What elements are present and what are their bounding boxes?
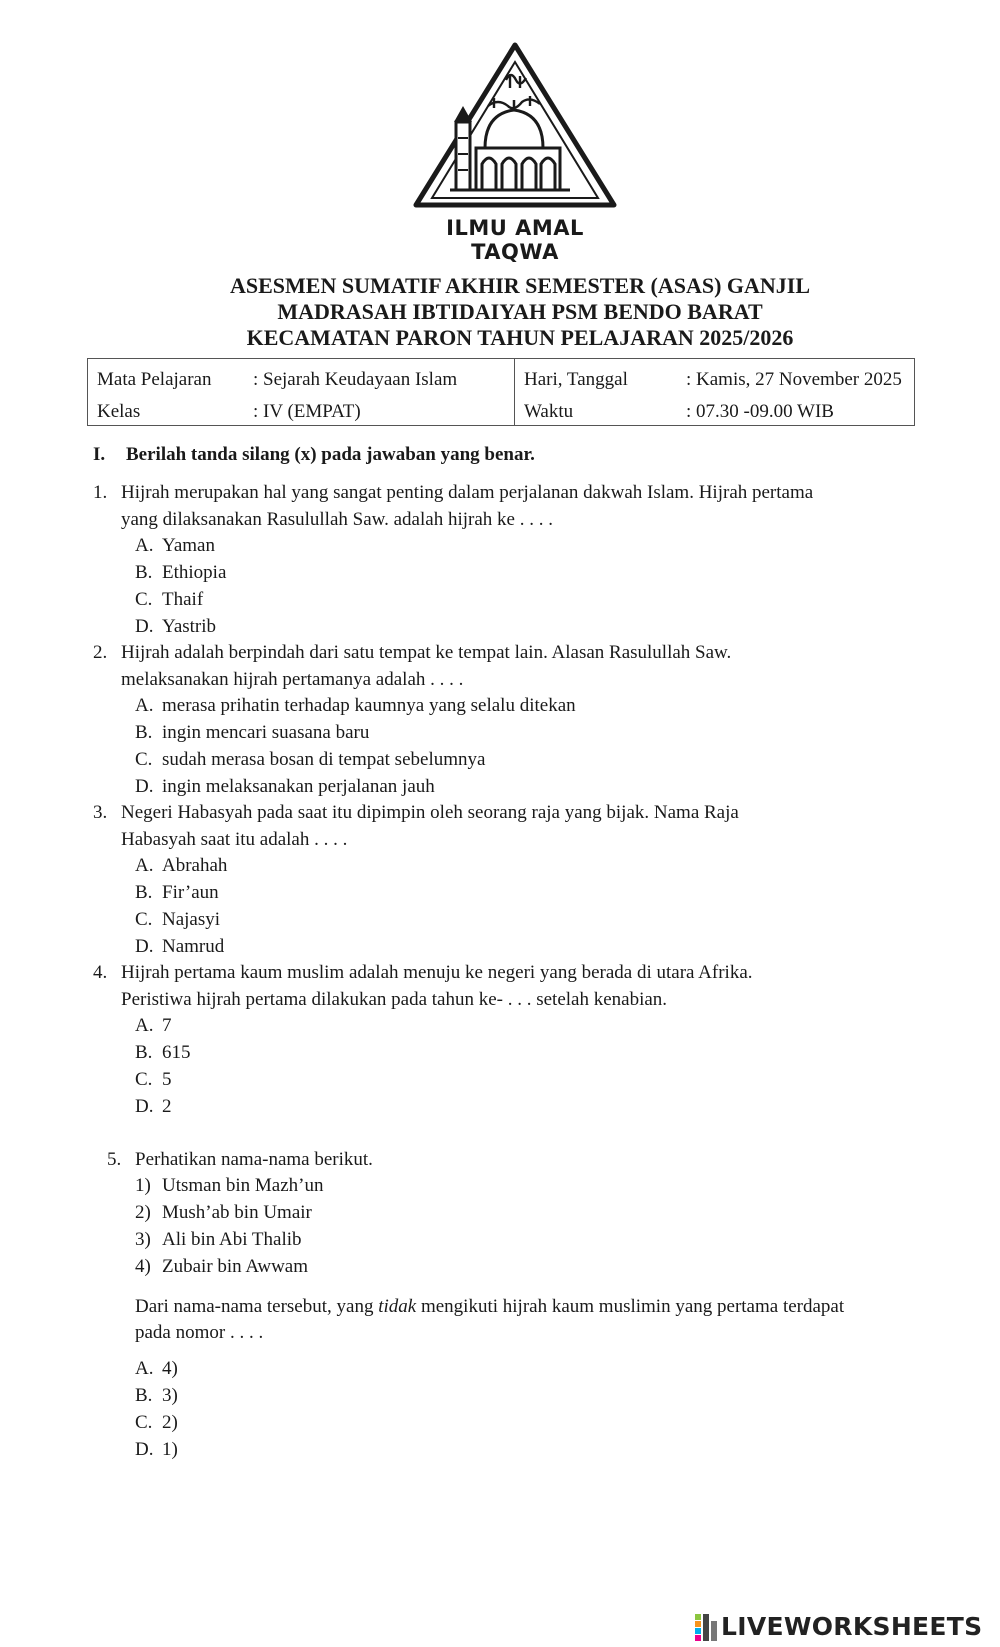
option-text[interactable]: ingin melaksanakan perjalanan jauh	[162, 776, 435, 797]
name-list-item: Utsman bin Mazh’un	[162, 1175, 324, 1196]
option-text[interactable]: Namrud	[162, 936, 225, 957]
option-letter[interactable]: D.	[135, 616, 154, 637]
liveworksheets-logo-icon	[695, 1614, 717, 1642]
option-letter[interactable]: A.	[135, 1358, 154, 1379]
question-number: 5.	[107, 1149, 122, 1170]
mosque-triangle-emblem	[410, 40, 620, 215]
option-letter[interactable]: D.	[135, 1096, 154, 1117]
stem-text: mengikuti hijrah kaum muslimin yang pertama terdapat	[416, 1296, 845, 1317]
option-letter[interactable]: A.	[135, 695, 154, 716]
option-letter[interactable]: D.	[135, 776, 154, 797]
option-letter[interactable]: A.	[135, 855, 154, 876]
date-value: : Kamis, 27 November 2025	[686, 369, 902, 390]
name-list-item: Ali bin Abi Thalib	[162, 1229, 302, 1250]
question-text-line: Habasyah saat itu adalah . . . .	[121, 829, 348, 850]
option-letter[interactable]: C.	[135, 749, 153, 770]
name-list-number: 4)	[135, 1256, 151, 1277]
option-text[interactable]: 5	[162, 1069, 172, 1090]
stem-text: Dari nama-nama tersebut, yang	[135, 1296, 379, 1317]
class-value: : IV (EMPAT)	[253, 401, 361, 422]
question-text-line: Hijrah adalah berpindah dari satu tempat ke tempat lain. Alasan Rasulullah Saw.	[121, 642, 732, 663]
page-title-line-3: KECAMATAN PARON TAHUN PELAJARAN 2025/2026	[246, 325, 794, 350]
table-divider	[514, 359, 515, 425]
option-letter[interactable]: B.	[135, 1385, 153, 1406]
question-stem-line: pada nomor . . . .	[135, 1322, 264, 1343]
option-text[interactable]: 7	[162, 1015, 172, 1036]
option-text[interactable]: ingin mencari suasana baru	[162, 722, 370, 743]
question-text-line: Hijrah merupakan hal yang sangat penting dalam perjalanan dakwah Islam. Hijrah pertama	[121, 482, 814, 503]
option-letter[interactable]: D.	[135, 1439, 154, 1460]
option-text[interactable]: Ethiopia	[162, 562, 227, 583]
option-letter[interactable]: D.	[135, 936, 154, 957]
option-letter[interactable]: C.	[135, 1412, 153, 1433]
name-list-number: 2)	[135, 1202, 151, 1223]
logo-caption: ILMU AMAL TAQWA	[446, 216, 584, 264]
option-letter[interactable]: B.	[135, 722, 153, 743]
option-text[interactable]: 4)	[162, 1358, 178, 1379]
section-number: I.	[93, 444, 106, 465]
option-text[interactable]: Yastrib	[162, 616, 217, 637]
option-letter[interactable]: C.	[135, 909, 153, 930]
name-list-number: 1)	[135, 1175, 151, 1196]
option-text[interactable]: Abrahah	[162, 855, 228, 876]
question-number: 4.	[93, 962, 108, 983]
section-instruction-text: Berilah tanda silang (x) pada jawaban yang benar.	[126, 444, 535, 465]
option-text[interactable]: merasa prihatin terhadap kaumnya yang selalu ditekan	[162, 695, 576, 716]
option-text[interactable]: 2)	[162, 1412, 178, 1433]
option-text[interactable]: Thaif	[162, 589, 204, 610]
option-text[interactable]: 3)	[162, 1385, 178, 1406]
question-number: 1.	[93, 482, 108, 503]
question-intro: Perhatikan nama-nama berikut.	[135, 1149, 373, 1170]
option-letter[interactable]: B.	[135, 1042, 153, 1063]
subject-label: Mata Pelajaran	[97, 369, 212, 390]
question-number: 3.	[93, 802, 108, 823]
page-title-line-1: ASESMEN SUMATIF AKHIR SEMESTER (ASAS) GANJIL	[229, 273, 811, 298]
option-letter[interactable]: A.	[135, 535, 154, 556]
watermark-text: LIVEWORKSHEETS	[721, 1612, 983, 1641]
page-title-line-2: MADRASAH IBTIDAIYAH PSM BENDO BARAT	[277, 299, 763, 324]
option-letter[interactable]: B.	[135, 562, 153, 583]
section-instruction	[93, 444, 535, 466]
name-list-item: Mush’ab bin Umair	[162, 1202, 312, 1223]
name-list-number: 3)	[135, 1229, 151, 1250]
option-text[interactable]: 615	[162, 1042, 191, 1063]
option-text[interactable]: Yaman	[162, 535, 215, 556]
question-text-line: yang dilaksanakan Rasulullah Saw. adalah hijrah ke . . . .	[121, 509, 553, 530]
option-text[interactable]: 1)	[162, 1439, 178, 1460]
time-value: : 07.30 -09.00 WIB	[686, 401, 834, 422]
subject-value: : Sejarah Keudayaan Islam	[253, 369, 458, 390]
option-letter[interactable]: C.	[135, 589, 153, 610]
option-text[interactable]: sudah merasa bosan di tempat sebelumnya	[162, 749, 486, 770]
question-number: 2.	[93, 642, 108, 663]
option-letter[interactable]: B.	[135, 882, 153, 903]
question-text-line: Peristiwa hijrah pertama dilakukan pada tahun ke- . . . setelah kenabian.	[121, 989, 668, 1010]
school-logo	[410, 40, 620, 264]
question-text-line: Negeri Habasyah pada saat itu dipimpin oleh seorang raja yang bijak. Nama Raja	[121, 802, 739, 823]
time-label: Waktu	[524, 401, 574, 422]
option-text[interactable]: 2	[162, 1096, 172, 1117]
date-label: Hari, Tanggal	[524, 369, 628, 390]
question-text-line: melaksanakan hijrah pertamanya adalah . . . .	[121, 669, 464, 690]
liveworksheets-watermark	[695, 1612, 995, 1642]
option-text[interactable]: Najasyi	[162, 909, 221, 930]
stem-emphasis: tidak	[378, 1296, 417, 1317]
question-text-line: Hijrah pertama kaum muslim adalah menuju ke negeri yang berada di utara Afrika.	[121, 962, 753, 983]
question-stem-line	[135, 1296, 844, 1318]
option-letter[interactable]: C.	[135, 1069, 153, 1090]
exam-info-table	[87, 358, 915, 426]
name-list-item: Zubair bin Awwam	[162, 1256, 309, 1277]
option-letter[interactable]: A.	[135, 1015, 154, 1036]
option-text[interactable]: Fir’aun	[162, 882, 219, 903]
class-label: Kelas	[97, 401, 141, 422]
